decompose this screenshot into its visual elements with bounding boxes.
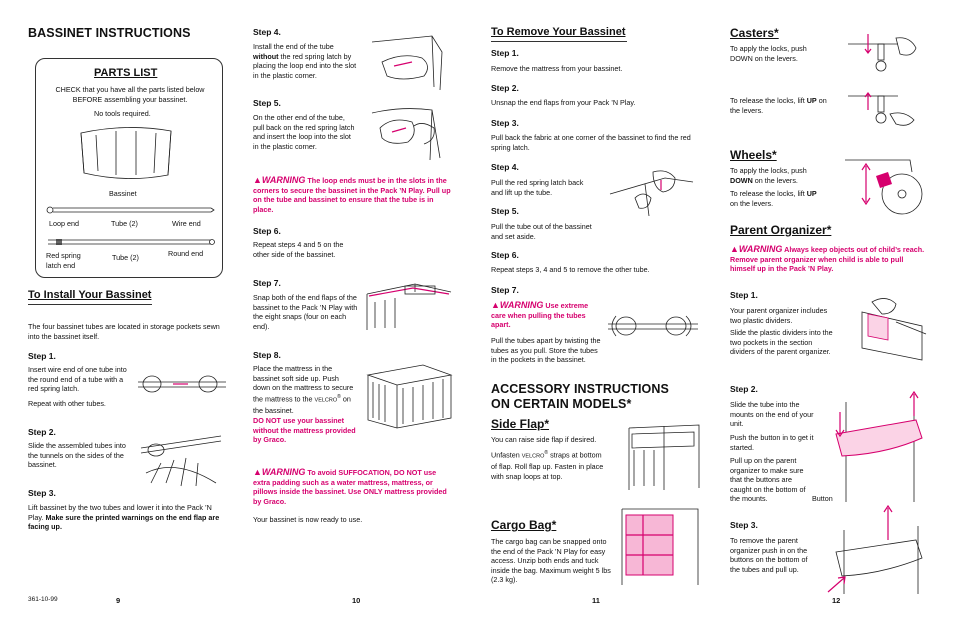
wheels-text1 — [730, 166, 826, 185]
warning-icon: ▲ — [491, 300, 500, 310]
warning-icon: ▲ — [253, 175, 262, 185]
c3-step5-text: Pull the tube out of the bassinet and set aside. — [491, 222, 592, 241]
step5-illustration — [362, 98, 450, 164]
c1-step1-text: Insert wire end of one tube into the round end of a tube with a red spring latch. — [28, 365, 127, 394]
ready-text: Your bassinet is now ready to use. — [253, 515, 363, 524]
c3-step1-text: Remove the mattress from your bassinet. — [491, 64, 623, 73]
c1-step3-text-bold: Make sure the printed warnings on the end flap are facing up. — [28, 512, 220, 532]
step4-illustration — [362, 32, 450, 92]
c3-step6-label: Step 6. — [491, 250, 519, 260]
c1-step3-text — [28, 503, 220, 532]
page-number-12: 12 — [832, 596, 841, 605]
c3-step6-text: Repeat steps 3, 4 and 5 to remove the other tube. — [491, 265, 650, 274]
wheels-text2 — [730, 189, 826, 208]
c2-step4-bold: without — [253, 51, 279, 61]
c1-step2-text: Slide the assembled tubes into the tunnels on the sides of the bassinet. — [28, 441, 126, 470]
c2-step8-label: Step 8. — [253, 350, 281, 360]
parts-list-box — [35, 58, 223, 278]
c4-step1-label: Step 1. — [730, 290, 758, 300]
tube-latch-illustration — [46, 237, 216, 247]
c2-step8-text-end: on the bassinet. — [253, 394, 351, 415]
warning-icon: ▲ — [253, 467, 262, 477]
c3-warning-label: WARNING — [499, 300, 544, 310]
remove-title: To Remove Your Bassinet — [491, 26, 626, 38]
accessory-title-2: ON CERTAIN MODELS* — [491, 397, 632, 411]
organizer-mount-illustration — [826, 392, 932, 504]
c2-step5-text: On the other end of the tube, pull back on the red spring latch and insert the loop into the slot in the plastic corner. — [253, 113, 355, 151]
c4-step2-label: Step 2. — [730, 384, 758, 394]
doc-code: 361-10-99 — [28, 596, 58, 603]
c3-step3-text: Pull back the fabric at one corner of the bassinet to find the red spring latch. — [491, 133, 691, 152]
c3-step7-text: Pull the tubes apart by twisting the tubes as you pull. Store the tubes in the pockets in the bassinet. — [491, 336, 601, 365]
wheels-text2-bold: UP — [806, 189, 817, 198]
c2-step6-label: Step 6. — [253, 226, 281, 236]
c3-step4-text: Pull the red spring latch back and lift up the tube. — [491, 178, 584, 197]
wheels-text1-post: on the levers. — [752, 175, 798, 185]
tube-loop-illustration — [46, 205, 216, 215]
sideflap-text2-pre: Unfasten — [491, 450, 522, 460]
tube-label-b: Tube (2) — [112, 253, 139, 262]
c2-step5-label: Step 5. — [253, 98, 281, 108]
c3-step3-label: Step 3. — [491, 118, 519, 128]
c4-step2-text3: Pull up on the parent organizer to make sure that the buttons are caught on the bottom of the mounts. — [730, 456, 806, 504]
page-number-11: 11 — [592, 596, 600, 605]
c3-warning-text: Use extreme care when pulling the tubes apart. — [491, 301, 589, 330]
page-number-10: 10 — [352, 596, 361, 605]
c1-step1-label: Step 1. — [28, 351, 56, 361]
wheel-lock-illustration — [840, 152, 930, 218]
c2-step8-reg: ® — [337, 393, 341, 400]
install-intro: The four bassinet tubes are located in storage pockets sewn into the bassinet itself. — [28, 322, 220, 341]
c4-step3-label: Step 3. — [730, 520, 758, 530]
c2-warning2-text: To avoid SUFFOCATION, DO NOT use extra padding such as a water mattress, mattress, or pillows inside the bassinet. Use ONLY mattress provided by Graco. — [253, 468, 447, 506]
tube-insert-illustration — [138, 372, 228, 396]
c3-step2-label: Step 2. — [491, 83, 519, 93]
c4-step3-text: To remove the parent organizer push in on the buttons on the bottom of the tubes and pull up. — [730, 536, 808, 574]
c2-step6-text: Repeat steps 4 and 5 on the other side of the bassinet. — [253, 240, 344, 259]
tube-tunnel-illustration — [136, 428, 226, 488]
c2-step7-text: Snap both of the end flaps of the bassinet to the Pack ’N Play with the eight snaps (four on each end). — [253, 293, 358, 331]
round-end-label: Round end — [168, 249, 204, 258]
organizer-warning-text: Always keep objects out of child’s reach. Remove parent organizer when child is able to pull himself up in the Pack ’N Play. — [730, 245, 925, 274]
organizer-title: Parent Organizer* — [730, 223, 832, 237]
no-tools-text: No tools required. — [94, 109, 151, 118]
c2-warning2-label: WARNING — [261, 467, 306, 477]
c2-step8-text-main: Place the mattress in the bassinet soft side up. Push down on the mattress to secure the mattress to the — [253, 364, 354, 404]
c1-step1-text2: Repeat with other tubes. — [28, 399, 106, 408]
remove-divider — [491, 41, 627, 42]
c3-step7-warning — [491, 301, 601, 330]
c4-step1-text1: Your parent organizer includes two plastic dividers. — [730, 306, 828, 325]
casters-text2-bold: UP — [806, 96, 817, 105]
parts-check-text: CHECK that you have all the parts listed below BEFORE assembling your bassinet. — [55, 85, 205, 104]
c4-step2-text1: Slide the tube into the mounts on the end of your unit. — [730, 400, 814, 429]
step8-illustration — [363, 360, 453, 430]
organizer-warning — [730, 245, 926, 274]
red-spring-label: Red spring latch end — [46, 251, 81, 270]
c1-step3-text-plain: Lift bassinet by the two tubes and lower it into the Pack ’N Play. — [28, 503, 212, 522]
install-divider — [28, 304, 152, 305]
wheels-text1-pre: To apply the locks, push — [730, 166, 807, 175]
casters-text2 — [730, 96, 830, 115]
c3-step5-label: Step 5. — [491, 206, 519, 216]
c3-step4-label: Step 4. — [491, 162, 519, 172]
page-number-9: 9 — [116, 596, 121, 605]
step7-illustration — [365, 282, 453, 332]
c2-warning1-text: The loop ends must be in the slots in the corners to secure the bassinet in the Pack ’N Play. Pull up on the tube and bassinet to ensure that the tube is in place. — [253, 176, 451, 214]
casters-title: Casters* — [730, 26, 779, 40]
c2-warning2 — [253, 468, 453, 506]
c2-step4-label: Step 4. — [253, 27, 281, 37]
sideflap-title: Side Flap* — [491, 417, 550, 431]
cargobag-text: The cargo bag can be snapped onto the end of the Pack ’N Play for easy access. Unzip both ends and tuck inside the bag. Maximum weight 5 lbs (2.3 kg). — [491, 537, 611, 585]
install-title: To Install Your Bassinet — [28, 289, 152, 301]
wheels-text1-bold: DOWN — [730, 175, 753, 185]
caster-release-illustration — [838, 84, 928, 128]
c2-step4-post: the red spring latch by placing the loop end into the slot in the plastic corner. — [253, 51, 357, 80]
c4-step1-text2: Slide the plastic dividers into the two pockets in the section dividers of the parent organizer. — [730, 328, 833, 357]
button-label: Button — [812, 494, 833, 503]
tube-label-a: Tube (2) — [111, 219, 138, 228]
tube-twist-illustration — [608, 312, 700, 342]
cargobag-title: Cargo Bag* — [491, 518, 557, 532]
caster-lock-illustration — [838, 30, 928, 74]
wheels-title: Wheels* — [730, 148, 777, 162]
warning-icon: ▲ — [730, 244, 739, 254]
casters-text2-pre: To release the locks, lift — [730, 96, 807, 105]
wheels-text2-pre: To release the locks, lift — [730, 189, 807, 198]
wire-end-label: Wire end — [172, 219, 201, 228]
c2-warning1-label: WARNING — [261, 175, 306, 185]
casters-text1: To apply the locks, push DOWN on the levers. — [730, 44, 807, 63]
sideflap-text1: You can raise side flap if desired. — [491, 435, 597, 444]
c2-step7-label: Step 7. — [253, 278, 281, 288]
c2-step4-pre: Install the end of the tube — [253, 42, 334, 51]
organizer-remove-illustration — [822, 500, 932, 596]
casters-text2-post: on the levers. — [730, 96, 827, 115]
sideflap-reg: ® — [544, 450, 549, 456]
divider-insert-illustration — [842, 292, 932, 362]
c1-step3-label: Step 3. — [28, 488, 56, 498]
c3-step7-label: Step 7. — [491, 285, 519, 295]
page-title: BASSINET INSTRUCTIONS — [28, 26, 191, 40]
c2-step8-text — [253, 364, 357, 415]
c2-step8-pink: DO NOT use your bassinet without the mattress provided by Graco. — [253, 416, 356, 445]
c2-step4-text — [253, 42, 357, 80]
cargobag-illustration — [618, 505, 704, 587]
bassinet-label: Bassinet — [109, 189, 137, 198]
sideflap-text2-post: straps at bottom of flap. Roll flap up. Fasten in place with snap loops at top. — [491, 450, 604, 481]
sideflap-velcro: VELCRO — [521, 453, 545, 460]
c3-step2-text: Unsnap the end flaps from your Pack ’N Play. — [491, 98, 636, 107]
c3-step4-illustration — [605, 164, 695, 220]
c4-step2-text2: Push the button in to get it started. — [730, 433, 814, 452]
c3-step1-label: Step 1. — [491, 48, 519, 58]
c2-warning1 — [253, 176, 453, 214]
wheels-text2-post: on the levers. — [730, 198, 774, 208]
c1-step2-label: Step 2. — [28, 427, 56, 437]
sideflap-illustration — [624, 420, 704, 492]
c2-step8-velcro: VELCRO — [314, 397, 338, 404]
loop-end-label: Loop end — [49, 219, 79, 228]
sideflap-text2 — [491, 449, 609, 481]
parts-list-title: PARTS LIST — [94, 67, 158, 79]
bassinet-illustration — [76, 123, 176, 183]
accessory-title-1: ACCESSORY INSTRUCTIONS — [491, 382, 669, 396]
organizer-warning-label: WARNING — [738, 244, 783, 254]
